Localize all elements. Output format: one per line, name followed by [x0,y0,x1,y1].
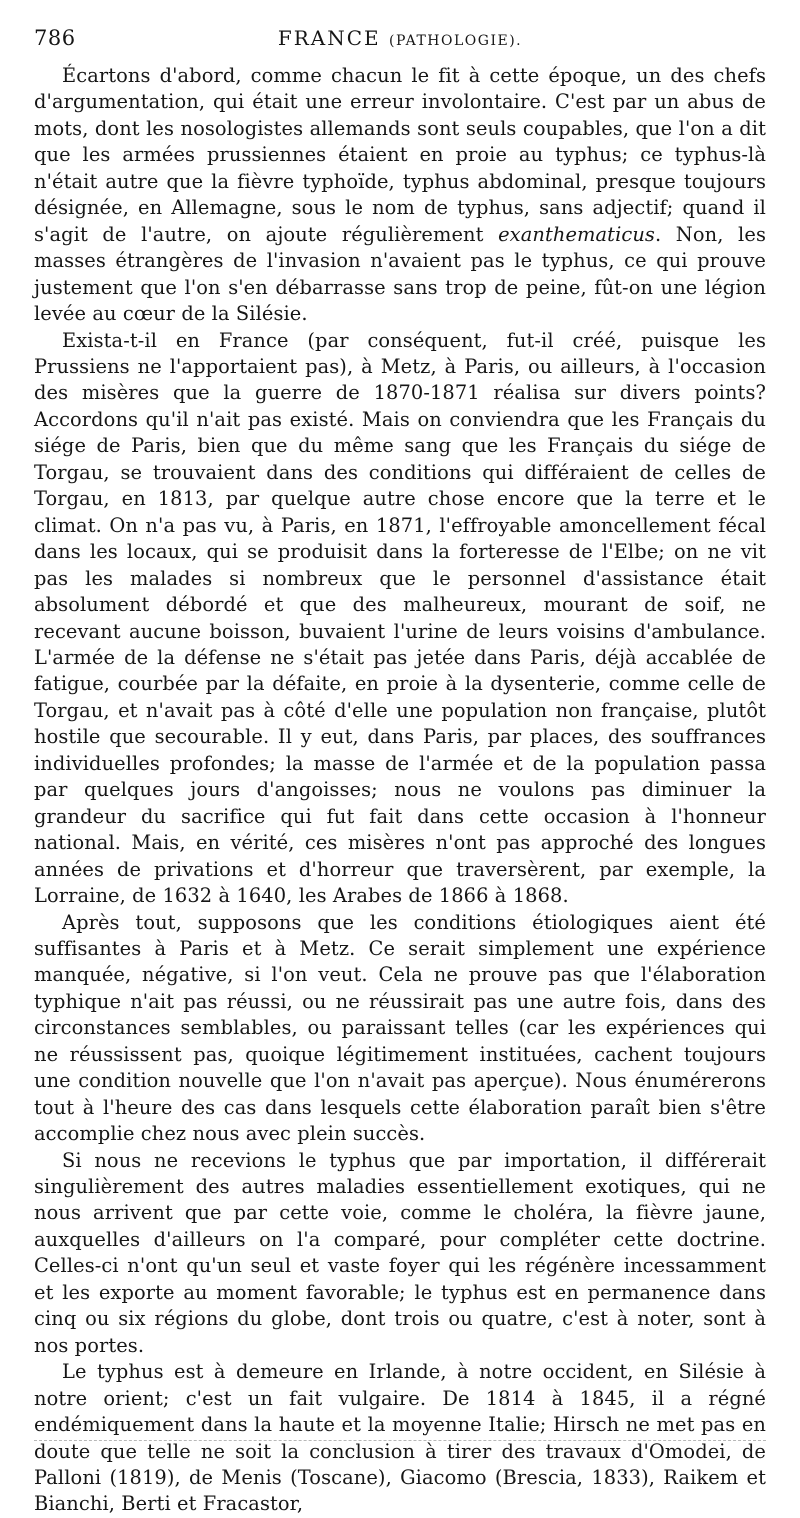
page-header [34,26,766,56]
paragraph-4: Si nous ne recevions le typhus que par importation, il différerait singulièrement des autres maladies essentiellement exotiques, qui ne nous arrivent que par cette voie, comme le choléra, la fièvre jaune, auxquelles d'ailleurs on l'a comparé, pour compléter cette doctrine. Celles-ci n'ont qu'un seul et vaste foyer qui les régénère incessamment et les exporte au moment favorable; le typhus est en permanence dans cinq ou six régions du globe, dont trois ou quatre, c'est à noter, sont à nos portes. [34,1148,766,1357]
paragraph-3: Après tout, supposons que les conditions étiologiques aient été suffisantes à Paris et à Metz. Ce serait simplement une expérience manquée, négative, si l'on veut. Cela ne prouve pas que l'élaboration typhique n'ait pas réussi, ou ne réussirait pas une autre fois, dans des circonstances semblables, ou paraissant telles (car les expériences qui ne réussissent pas, quoique légitimement instituées, cachent toujours une condition nouvelle que l'on n'avait pas aperçue). Nous énumérerons tout à l'heure des cas dans lesquels cette élaboration paraît bien s'être accomplie chez nous avec plein succès. [34,910,766,1146]
paragraph-1-italic-term: exanthematicus [498,222,655,246]
page-number: 786 [34,26,76,50]
paragraph-1-text-b: . Non, les masses étrangères de l'invasion n'avaient pas le typhus, ce qui prouve justement que l'on s'en débarrasse sans trop de peine, fût-on une légion levée au cœur de la Silésie. [34,222,766,326]
running-title [34,26,766,50]
paragraph-2: Exista-t-il en France (par conséquent, fut-il créé, puisque les Prussiens ne l'apportaient pas), à Metz, à Paris, ou ailleurs, à l'occasion des misères que la guerre de 1870-1871 réalisa sur divers points? Accordons qu'il n'ait pas existé. Mais on conviendra que les Français du siége de Paris, bien que du même sang que les Français du siége de Torgau, se trouvaient dans des conditions qui différaient de celles de Torgau, en 1813, par quelque autre chose encore que la terre et le climat. On n'a pas vu, à Paris, en 1871, l'effroyable amoncellement fécal dans les locaux, qui se produisit dans la forteresse de l'Elbe; on ne vit pas les malades si nombreux que le personnel d'assistance était absolument débordé et que des malheureux, mourant de soif, ne recevant aucune boisson, buvaient l'urine de leurs voisins d'ambulance. L'armée de la défense ne s'était pas jetée dans Paris, déjà accablée de fatigue, courbée par la défaite, en proie à la dysenterie, comme celle de Torgau, et n'avait pas à côté d'elle une population non française, plutôt hostile que secourable. Il y eut, dans Paris, par places, des souffrances individuelles profondes; la masse de l'armée et de la population passa par quelques jours d'angoisses; nous ne voulons pas diminuer la grandeur du sacrifice qui fut fait dans cette occasion à l'honneur national. Mais, en vérité, ces misères n'ont pas approché des longues années de privations et d'horreur que traversèrent, par exemple, la Lorraine, de 1632 à 1640, les Arabes de 1866 à 1868. [34,328,766,908]
running-title-main: FRANCE [277,26,381,50]
body-text [34,63,766,1518]
paragraph-5: Le typhus est à demeure en Irlande, à notre occident, en Silésie à notre orient; c'est un fait vulgaire. De 1814 à 1845, il a régné endémiquement dans la haute et la moyenne Italie; Hirsch ne met pas en doute que telle ne soit la conclusion à tirer des travaux d'Omodei, de Palloni (1819), de Menis (Toscane), Giacomo (Brescia, 1833), Raikem et Bianchi, Berti et Fracastor, [34,1360,766,1516]
paragraph-1-text-a: Écartons d'abord, comme chacun le fit à cette époque, un des chefs d'argumentation, qui était une erreur involontaire. C'est par un abus de mots, dont les nosologistes allemands sont seuls coupables, que l'on a dit que les armées prussiennes étaient en proie au typhus; ce typhus-là n'était autre que la fièvre typhoïde, typhus abdominal, presque toujours désignée, en Allemagne, sous le nom de typhus, sans adjectif; quand il s'agit de l'autre, on ajoute régulièrement [34,64,766,246]
running-title-subtitle: (PATHOLOGIE). [389,33,523,49]
footer-rule [34,1440,766,1441]
paragraph-1 [34,63,766,328]
